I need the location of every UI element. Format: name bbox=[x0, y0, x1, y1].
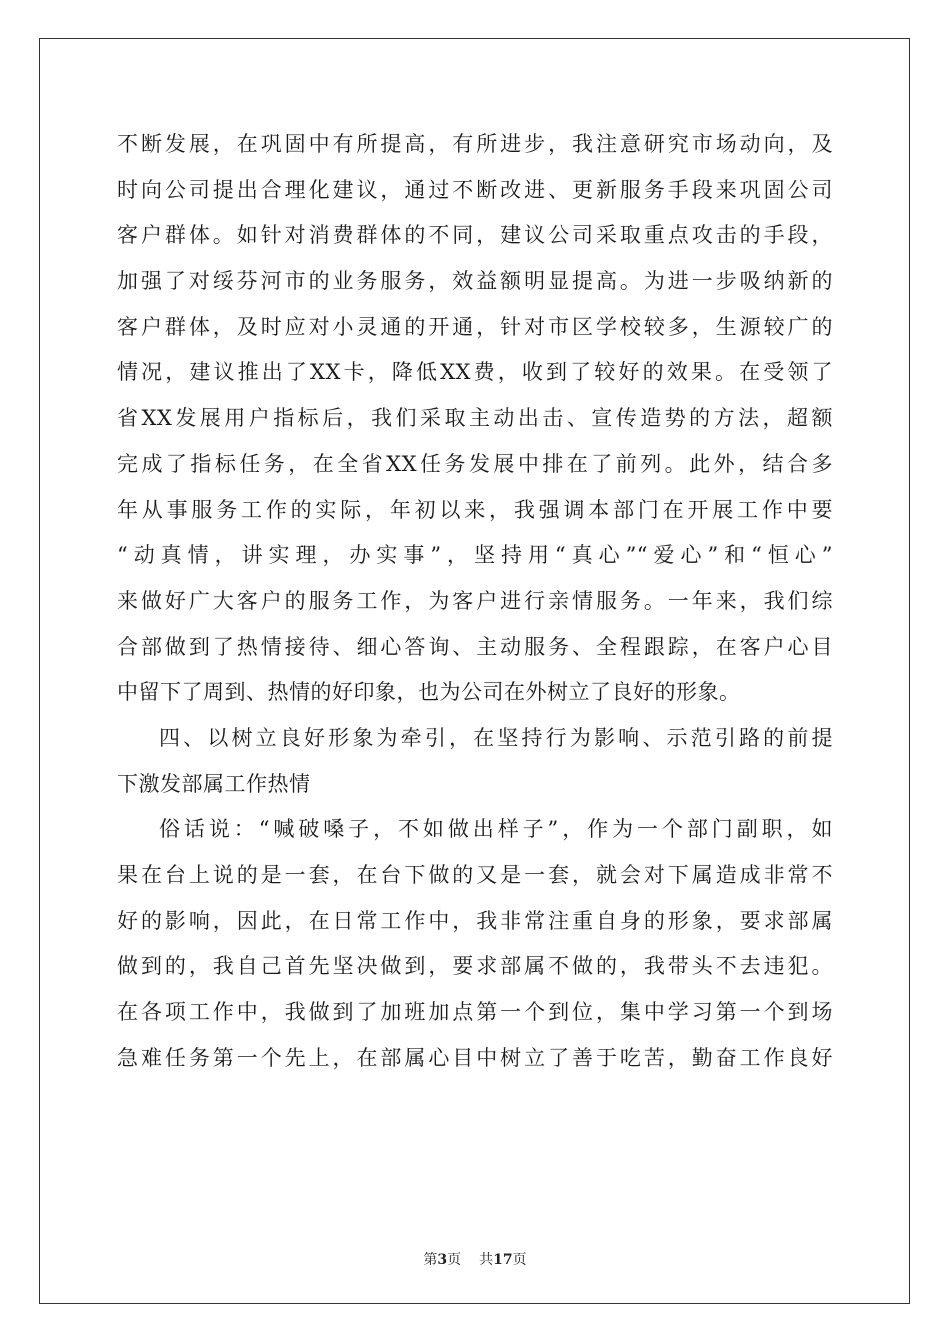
text-line: 在各项工作中，我做到了加班加点第一个到位，集中学习第一个到场 bbox=[117, 1000, 833, 1025]
total-pages: 17 bbox=[493, 1252, 513, 1268]
document-body bbox=[117, 122, 833, 1081]
text-line: 来做好广大客户的服务工作，为客户进行亲情服务。一年来，我们综 bbox=[117, 588, 833, 613]
text-line: 俗话说：“喊破嗓子，不如做出样子”，作为一个部门副职，如 bbox=[159, 817, 833, 842]
text-line: 急难任务第一个先上，在部属心目中树立了善于吃苦，勤奋工作良好 bbox=[117, 1045, 833, 1070]
text-line: 客户群体。如针对消费群体的不同，建议公司采取重点攻击的手段， bbox=[117, 223, 833, 248]
page-number: 3 bbox=[437, 1252, 448, 1268]
page-footer bbox=[0, 1250, 950, 1270]
text-line: 加强了对绥芬河市的业务服务，效益额明显提高。为进一步吸纳新的 bbox=[117, 269, 833, 294]
text-line: 不断发展，在巩固中有所提高，有所进步，我注意研究市场动向，及 bbox=[117, 132, 833, 156]
total-suffix: 页 bbox=[512, 1252, 527, 1268]
text-line: 中留下了周到、热情的好印象，也为公司在外树立了良好的形象。 bbox=[117, 680, 741, 705]
section-heading-line: 下激发部属工作热情 bbox=[117, 771, 311, 796]
text-line: 省XX发展用户指标后，我们采取主动出击、宣传造势的方法，超额 bbox=[117, 406, 833, 431]
total-prefix: 共 bbox=[479, 1252, 494, 1268]
text-line: 果在台上说的是一套，在台下做的又是一套，就会对下属造成非常不 bbox=[117, 863, 833, 887]
text-line: 时向公司提出合理化建议，通过不断改进、更新服务手段来巩固公司 bbox=[117, 177, 833, 202]
text-line: 年从事服务工作的实际，年初以来，我强调本部门在开展工作中要 bbox=[117, 497, 833, 522]
section-heading-line: 四、以树立良好形象为牵引，在坚持行为影响、示范引路的前提 bbox=[159, 725, 833, 750]
text-line: 合部做到了热情接待、细心答询、主动服务、全程跟踪，在客户心目 bbox=[117, 634, 833, 659]
page-suffix: 页 bbox=[447, 1252, 462, 1268]
text-line: “动真情，讲实理，办实事”，坚持用“真心”“爱心”和“恒心” bbox=[117, 543, 833, 568]
text-line: 做到的，我自己首先坚决做到，要求部属不做的，我带头不去违犯。 bbox=[117, 954, 833, 979]
page-prefix: 第 bbox=[423, 1252, 438, 1268]
text-line: 完成了指标任务，在全省XX任务发展中排在了前列。此外，结合多 bbox=[117, 451, 833, 476]
text-line: 情况，建议推出了XX卡，降低XX费，收到了较好的效果。在受领了 bbox=[117, 360, 833, 385]
text-line: 客户群体，及时应对小灵通的开通，针对市区学校较多，生源较广的 bbox=[117, 314, 833, 339]
text-line: 好的影响，因此，在日常工作中，我非常注重自身的形象，要求部属 bbox=[117, 908, 833, 933]
